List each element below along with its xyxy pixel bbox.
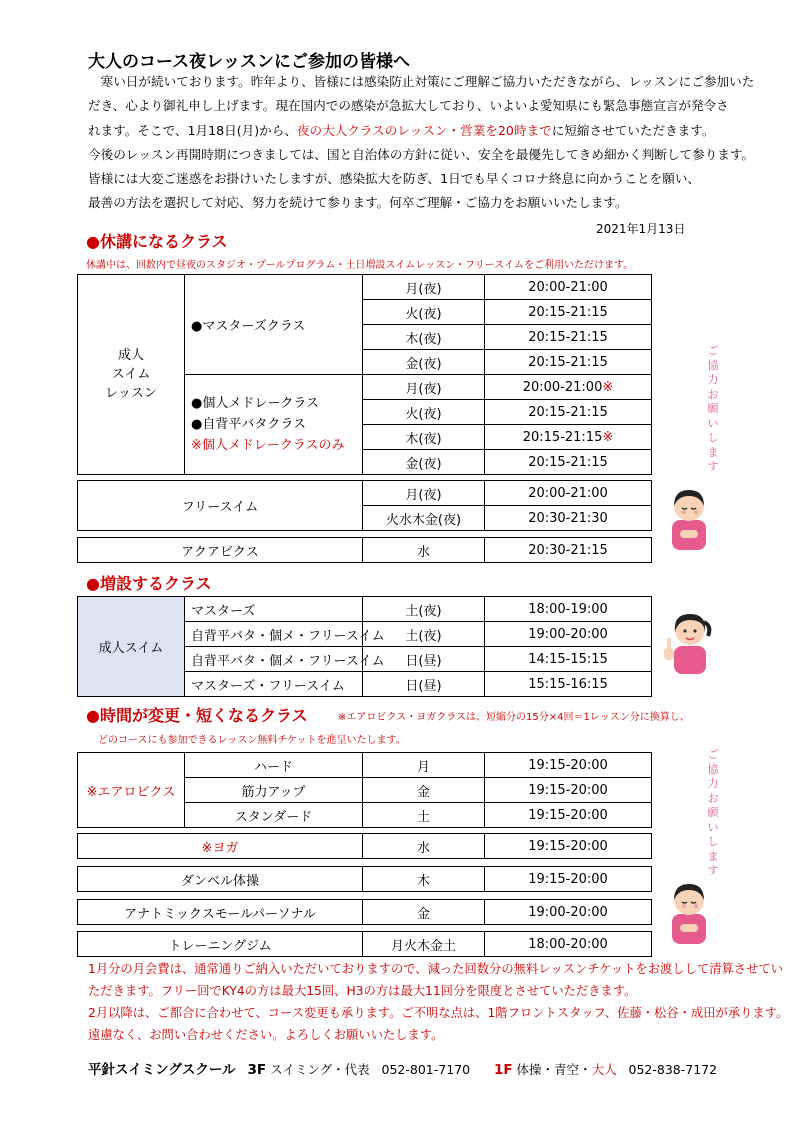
note-line: 遠慮なく、お問い合わせください。よろしくお願いいたします。 <box>88 1028 444 1042</box>
side-text-vertical: ご 協 力 お 願 い し ま す <box>707 344 719 473</box>
pointing-woman-illustration <box>660 608 718 674</box>
time-cell: 19:15-20:00 <box>485 778 652 803</box>
class-name-cell: マスターズ・フリースイム <box>185 672 363 697</box>
highlight-text: 夜の大人クラスのレッスン・営業を20時まで <box>296 122 552 138</box>
intro-line: 寒い日が続いております。昨年より、皆様には感染防止対策にご理解ご協力いただきながら、レッスンにご参加いた <box>100 74 755 89</box>
time-cell: 19:15-20:00 <box>485 753 652 778</box>
time-cell: 14:15-15:15 <box>485 647 652 672</box>
time-cell: 15:15-16:15 <box>485 672 652 697</box>
class-name-cell: マスターズ <box>185 597 363 622</box>
anatomic-table <box>77 899 652 925</box>
day-cell: 金 <box>363 900 485 925</box>
day-cell: 月火木金土 <box>363 932 485 957</box>
day-cell: 月(夜) <box>363 275 485 300</box>
footer: 平針スイミングスクール 3F スイミング・代表 052-801-7170 1F 体操・青空・大人 052-838-7172 <box>88 1062 718 1078</box>
class-name-cell: アナトミックスモールパーソナル <box>78 900 363 925</box>
masters-class: ●マスターズクラス <box>185 275 363 375</box>
added-classes-table <box>77 596 652 697</box>
time-cell: 19:15-20:00 <box>485 867 652 892</box>
section-note: 休講中は、回数内で昼夜のスタジオ・プールプログラム・土日増設スイムレッスン・フリースイムをご利用いただけます。 <box>86 260 634 271</box>
day-cell: 金(夜) <box>363 350 485 375</box>
day-cell: 木(夜) <box>363 425 485 450</box>
day-cell: 木(夜) <box>363 325 485 350</box>
category-cell: 成人 スイム レッスン <box>78 275 185 475</box>
class-name-cell: ハード <box>185 753 363 778</box>
class-name-cell: 筋力アップ <box>185 778 363 803</box>
floor-label: 3F <box>247 1062 267 1078</box>
day-cell: 金(夜) <box>363 450 485 475</box>
day-cell: 土(夜) <box>363 622 485 647</box>
day-cell: 水 <box>363 834 485 859</box>
day-cell: 火(夜) <box>363 400 485 425</box>
phone-number: 052-801-7170 <box>381 1062 471 1077</box>
phone-number: 052-838-7172 <box>628 1062 718 1077</box>
intro-paragraph <box>88 70 755 216</box>
bottom-notes <box>88 958 789 1046</box>
bowing-woman-illustration <box>660 878 718 944</box>
time-cell: 20:15-21:15 <box>485 450 652 475</box>
time-cell: 20:00-21:00 <box>485 275 652 300</box>
time-cell: 18:00-20:00 <box>485 932 652 957</box>
day-cell: 土 <box>363 803 485 828</box>
time-cell: 20:15-21:15 <box>485 300 652 325</box>
class-name-cell: アクアビクス <box>78 538 363 563</box>
section-heading: ●時間が変更・短くなるクラス <box>86 706 308 725</box>
class-name-cell: 自背平バタ・個メ・フリースイム <box>185 622 363 647</box>
page-title: 大人のコース夜レッスンにご参加の皆様へ <box>88 52 410 72</box>
day-cell: 水 <box>363 538 485 563</box>
intro-line: だき、心より御礼申し上げます。現在国内での感染が急拡大しており、いよいよ愛知県にも緊急事態宣言が発令さ <box>88 98 729 114</box>
intro-line: 皆様には大変ご迷惑をお掛けいたしますが、感染拡大を防ぎ、1日でも早くコロナ終息に向かうことを願い、 <box>88 171 701 187</box>
free-swim-cell: フリースイム <box>78 481 363 531</box>
note-line: 1月分の月会費は、通常通りご納入いただいておりますので、減った回数分の無料レッスンチケットをお渡しして清算させてい <box>88 962 783 976</box>
aerobics-table <box>77 752 652 828</box>
intro-line: 最善の方法を選択して対応、努力を続けて参ります。何卒ご理解・ご協力をお願いいたします。 <box>88 195 628 211</box>
day-cell: 日(昼) <box>363 647 485 672</box>
section-heading: ●増設するクラス <box>86 574 212 593</box>
day-cell: 月 <box>363 753 485 778</box>
time-cell: 19:15-20:00 <box>485 803 652 828</box>
time-cell: 18:00-19:00 <box>485 597 652 622</box>
note-line: 2月以降は、ご都合に合わせて、コース変更も承ります。ご不明な点は、1階フロントスタッフ、佐藤・松谷・成田が承ります。 <box>88 1006 789 1020</box>
day-cell: 月(夜) <box>363 375 485 400</box>
class-name-cell: 自背平バタ・個メ・フリースイム <box>185 647 363 672</box>
yoga-table <box>77 833 652 859</box>
time-cell: 19:00-20:00 <box>485 900 652 925</box>
free-swim-table <box>77 480 652 531</box>
class-name-cell: スタンダード <box>185 803 363 828</box>
dumbbell-table <box>77 866 652 892</box>
bowing-woman-illustration <box>660 484 718 550</box>
section-note: どのコースにも参加できるレッスン無料チケットを進呈いたします。 <box>98 735 406 746</box>
category-cell: ※エアロビクス <box>78 753 185 828</box>
day-cell: 火水木金(夜) <box>363 506 485 531</box>
intro-line: 今後のレッスン再開時期につきましては、国と自治体の方針に従い、安全を最優先してきめ細かく判断して参ります。 <box>88 146 755 162</box>
time-cell: 20:30-21:15 <box>485 538 652 563</box>
section-heading: ●休講になるクラス <box>86 232 228 251</box>
date: 2021年1月13日 <box>596 222 686 236</box>
class-name-cell: ダンベル体操 <box>78 867 363 892</box>
time-cell: 20:30-21:30 <box>485 506 652 531</box>
time-cell: 20:15-21:15※ <box>485 425 652 450</box>
side-text-vertical: ご 協 力 お 願 い し ま す <box>707 748 719 877</box>
day-cell: 火(夜) <box>363 300 485 325</box>
medley-class: ●個人メドレークラス ●自背平バタクラス ※個人メドレークラスのみ <box>185 375 363 475</box>
time-cell: 20:15-21:15 <box>485 400 652 425</box>
time-cell: 20:15-21:15 <box>485 325 652 350</box>
intro-line: れます。そこで、1月18日(月)から、夜の大人クラスのレッスン・営業を20時までに短縮させていただきます。 <box>88 122 715 138</box>
class-name-cell: ※ヨガ <box>78 834 363 859</box>
section-note: ※エアロビクス・ヨガクラスは、短縮分の15分×4回＝1レッスン分に換算し、 <box>338 712 690 723</box>
school-name: 平針スイミングスクール <box>88 1062 236 1078</box>
time-cell: 19:15-20:00 <box>485 834 652 859</box>
day-cell: 土(夜) <box>363 597 485 622</box>
floor-label: 1F <box>493 1062 513 1078</box>
day-cell: 金 <box>363 778 485 803</box>
note-line: ただきます。フリー回でKY4の方は最大15回、H3の方は最大11回分を限度とさせていただきます。 <box>88 984 637 998</box>
time-cell: 20:00-21:00 <box>485 481 652 506</box>
day-cell: 木 <box>363 867 485 892</box>
day-cell: 月(夜) <box>363 481 485 506</box>
time-cell: 19:00-20:00 <box>485 622 652 647</box>
aqua-table <box>77 537 652 563</box>
time-cell: 20:15-21:15 <box>485 350 652 375</box>
day-cell: 日(昼) <box>363 672 485 697</box>
class-name-cell: トレーニングジム <box>78 932 363 957</box>
gym-table <box>77 931 652 957</box>
cancelled-classes-table <box>77 274 652 475</box>
time-cell: 20:00-21:00※ <box>485 375 652 400</box>
category-cell: 成人スイム <box>78 597 185 697</box>
